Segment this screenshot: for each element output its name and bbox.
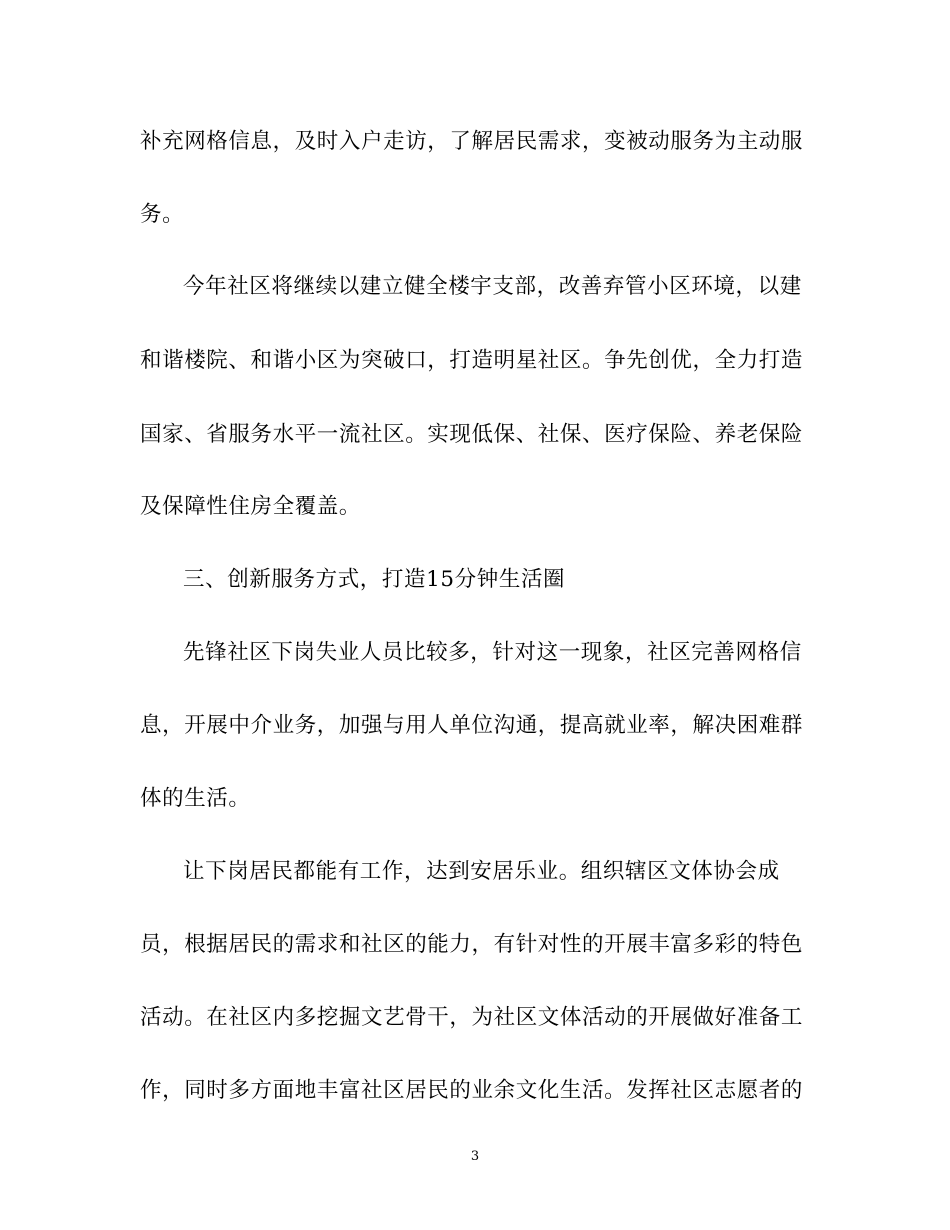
section-heading: 三、创新服务方式，打造15分钟生活圈 [183,567,566,592]
text-line: 活动。在社区内多挖掘文艺骨干，为社区文体活动的开展做好准备工 [140,1005,804,1030]
text-line: 息，开展中介业务，加强与用人单位沟通，提高就业率，解决困难群 [140,713,804,738]
text-line: 员，根据居民的需求和社区的能力，有针对性的开展丰富多彩的特色 [140,932,804,957]
page-number: 3 [470,1149,480,1164]
paragraph-heading-line: 今年社区将继续以建立健全楼宇支部，改善弃管小区环境，以建 [183,274,802,299]
paragraph-first-line: 先锋社区下岗失业人员比较多，针对这一现象，社区完善网格信 [183,640,802,665]
text-line: 体的生活。 [140,786,251,811]
text-line: 国家、省服务水平一流社区。实现低保、社保、医疗保险、养老保险 [140,422,804,447]
text-line: 作，同时多方面地丰富社区居民的业余文化生活。发挥社区志愿者的 [140,1078,804,1103]
paragraph-first-line: 让下岗居民都能有工作，达到安居乐业。组织辖区文体协会成 [183,859,780,884]
text-line: 务。 [140,202,185,227]
text-line: 和谐楼院、和谐小区为突破口，打造明星社区。争先创优，全力打造 [140,348,804,373]
text-line: 补充网格信息，及时入户走访，了解居民需求，变被动服务为主动服 [140,129,804,154]
text-line: 及保障性住房全覆盖。 [140,494,362,519]
